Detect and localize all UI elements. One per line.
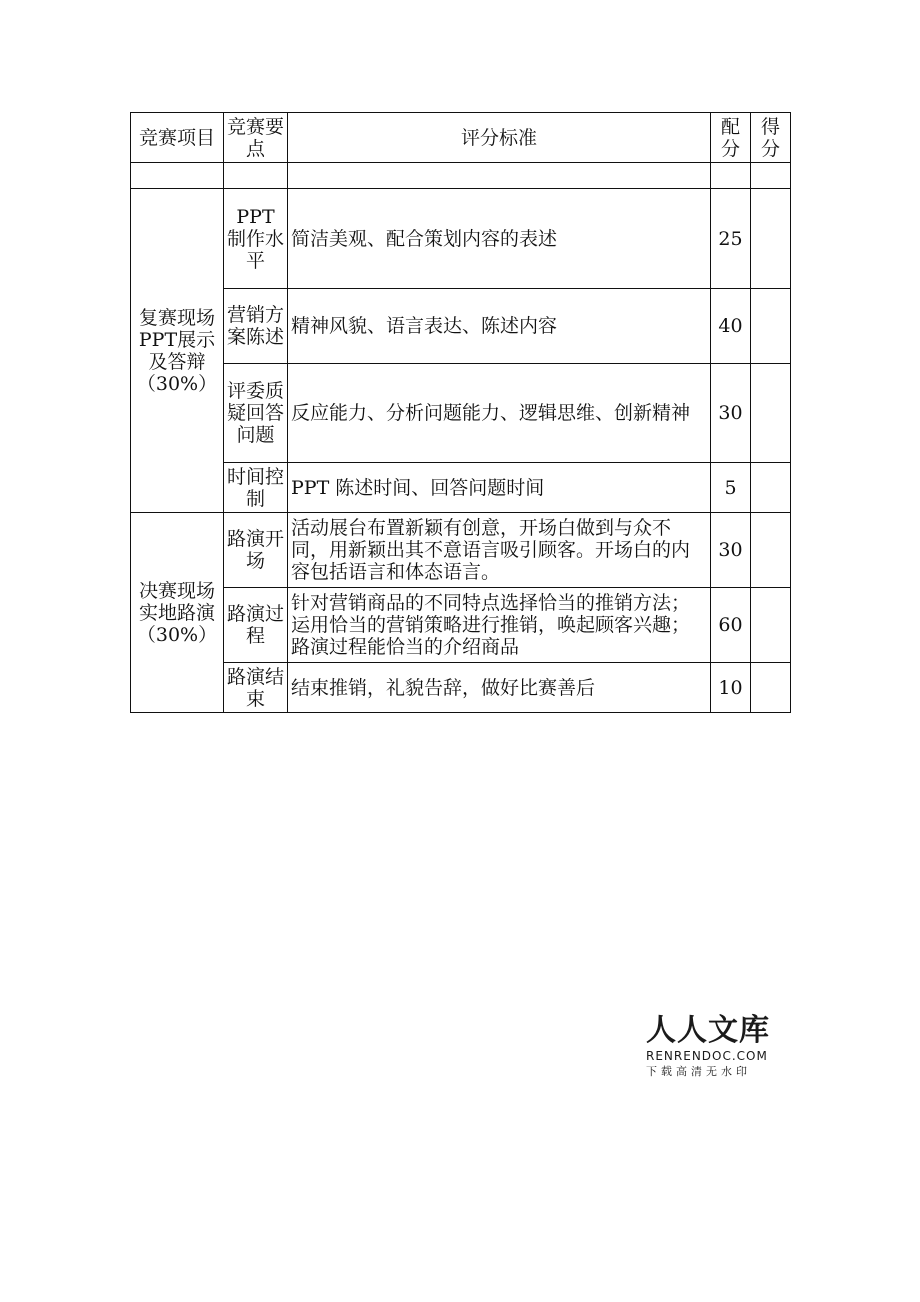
header-got: 得分 bbox=[751, 113, 791, 163]
row-criteria: 简洁美观、配合策划内容的表述 bbox=[288, 189, 711, 289]
table-row bbox=[131, 463, 791, 513]
row-point: PPT制作水平 bbox=[224, 189, 288, 289]
scoring-table bbox=[130, 112, 791, 713]
row-point: 路演开场 bbox=[224, 513, 288, 588]
header-item: 竞赛项目 bbox=[131, 113, 224, 163]
table-row bbox=[131, 289, 791, 364]
row-criteria: PPT 陈述时间、回答问题时间 bbox=[288, 463, 711, 513]
watermark-tagline: 下载高清无水印 bbox=[646, 1065, 751, 1078]
row-criteria: 针对营销商品的不同特点选择恰当的推销方法；运用恰当的营销策略进行推销，唤起顾客兴趣；路演过程能恰当的介绍商品 bbox=[288, 588, 711, 663]
row-point: 营销方案陈述 bbox=[224, 289, 288, 364]
row-score: 10 bbox=[711, 663, 751, 713]
watermark-url: RENRENDOC.COM bbox=[646, 1049, 768, 1063]
header-point: 竞赛要点 bbox=[224, 113, 288, 163]
table-row bbox=[131, 588, 791, 663]
row-score: 30 bbox=[711, 364, 751, 463]
row-score: 40 bbox=[711, 289, 751, 364]
table-row bbox=[131, 663, 791, 713]
row-score: 60 bbox=[711, 588, 751, 663]
row-got bbox=[751, 513, 791, 588]
row-score: 30 bbox=[711, 513, 751, 588]
row-got bbox=[751, 663, 791, 713]
row-criteria: 精神风貌、语言表达、陈述内容 bbox=[288, 289, 711, 364]
watermark-brand: 人人文库 bbox=[646, 1013, 770, 1048]
row-criteria: 活动展台布置新颖有创意，开场白做到与众不同，用新颖出其不意语言吸引顾客。开场白的内容包括语言和体态语言。 bbox=[288, 513, 711, 588]
row-got bbox=[751, 289, 791, 364]
header-score: 配分 bbox=[711, 113, 751, 163]
row-got bbox=[751, 189, 791, 289]
row-got bbox=[751, 364, 791, 463]
group1-item: 复赛现场PPT展示及答辩（30%） bbox=[131, 189, 224, 513]
group2-item: 决赛现场实地路演（30%） bbox=[131, 513, 224, 713]
row-score: 5 bbox=[711, 463, 751, 513]
table-row bbox=[131, 364, 791, 463]
row-got bbox=[751, 463, 791, 513]
row-point: 时间控制 bbox=[224, 463, 288, 513]
table-row bbox=[131, 189, 791, 289]
row-point: 路演过程 bbox=[224, 588, 288, 663]
row-point: 评委质疑回答问题 bbox=[224, 364, 288, 463]
row-criteria: 结束推销，礼貌告辞，做好比赛善后 bbox=[288, 663, 711, 713]
watermark-logo bbox=[646, 1014, 776, 1079]
row-point: 路演结束 bbox=[224, 663, 288, 713]
header-criteria: 评分标准 bbox=[288, 113, 711, 163]
row-got bbox=[751, 588, 791, 663]
table-row bbox=[131, 513, 791, 588]
row-criteria: 反应能力、分析问题能力、逻辑思维、创新精神 bbox=[288, 364, 711, 463]
empty-row bbox=[131, 163, 791, 189]
row-score: 25 bbox=[711, 189, 751, 289]
header-row bbox=[131, 113, 791, 163]
